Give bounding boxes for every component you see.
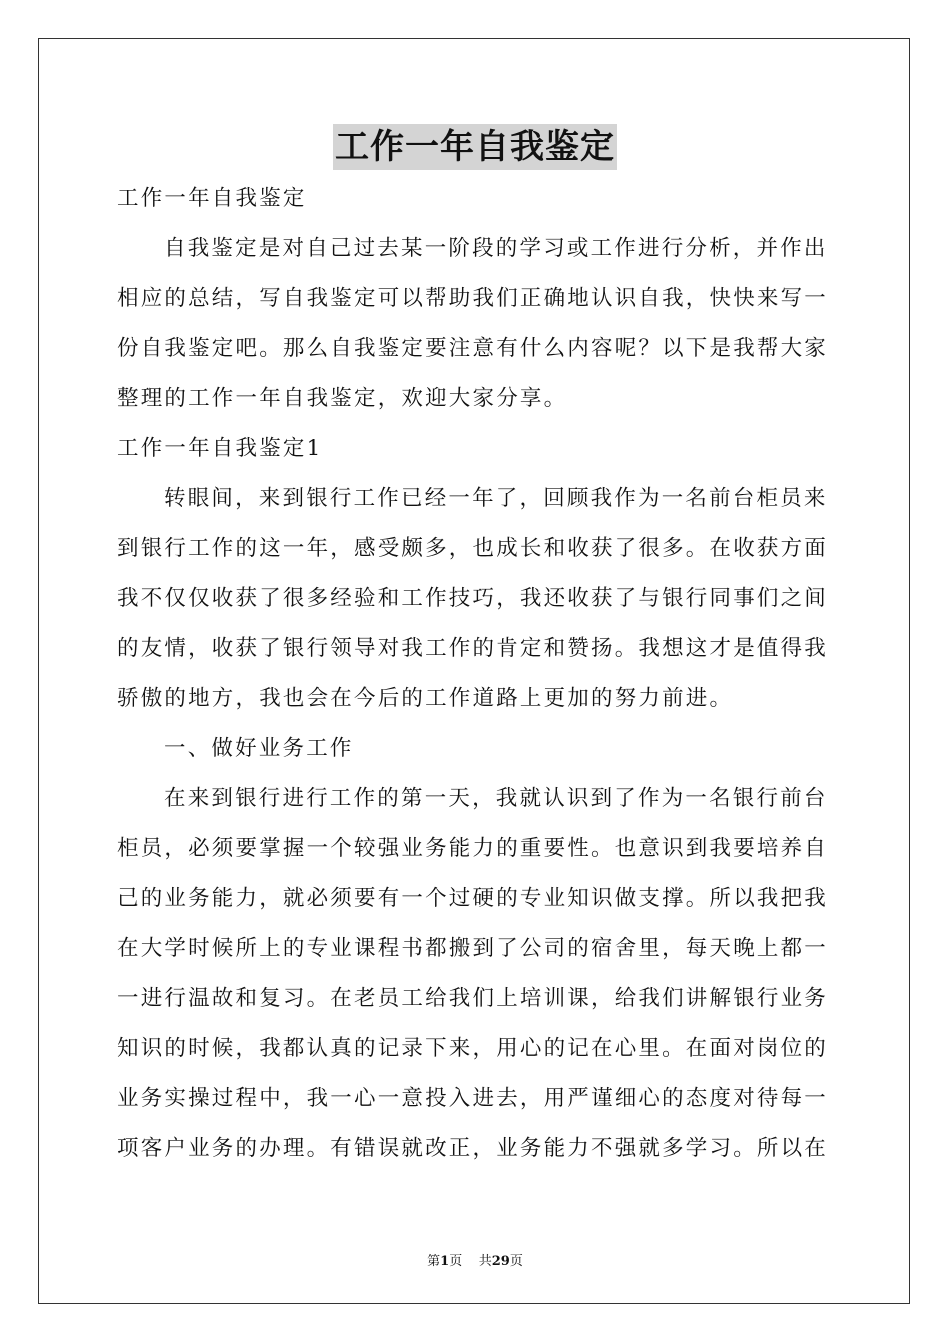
text-line: 的友情，收获了银行领导对我工作的肯定和赞扬。我想这才是值得我 xyxy=(117,636,829,661)
footer-page-total: 29 xyxy=(491,1254,510,1269)
text-line: 转眼间，来到银行工作已经一年了，回顾我作为一名前台柜员来 xyxy=(164,486,828,511)
text-line: 一、做好业务工作 xyxy=(164,736,354,761)
footer-total-suffix: 页 xyxy=(509,1254,523,1269)
text-line: 知识的时候，我都认真的记录下来，用心的记在心里。在面对岗位的 xyxy=(117,1036,829,1061)
text-line: 我不仅仅收获了很多经验和工作技巧，我还收获了与银行同事们之间 xyxy=(117,586,829,611)
document-body xyxy=(117,174,833,1174)
text-line: 柜员，必须要掌握一个较强业务能力的重要性。也意识到我要培养自 xyxy=(117,836,829,861)
footer-page-suffix: 页 xyxy=(449,1254,463,1269)
text-line: 自我鉴定是对自己过去某一阶段的学习或工作进行分析，并作出 xyxy=(164,236,828,261)
footer-page-prefix: 第 xyxy=(427,1254,441,1269)
text-line: 到银行工作的这一年，感受颇多，也成长和收获了很多。在收获方面 xyxy=(117,536,829,561)
text-line: 整理的工作一年自我鉴定，欢迎大家分享。 xyxy=(117,386,568,411)
document-title-text: 工作一年自我鉴定 xyxy=(333,124,617,170)
text-line: 骄傲的地方，我也会在今后的工作道路上更加的努力前进。 xyxy=(117,686,734,711)
text-line: 业务实操过程中，我一心一意投入进去，用严谨细心的态度对待每一 xyxy=(117,1086,829,1111)
text-line: 项客户业务的办理。有错误就改正，业务能力不强就多学习。所以在 xyxy=(117,1136,829,1161)
text-line: 工作一年自我鉴定 xyxy=(117,186,307,211)
document-title xyxy=(0,124,950,170)
text-line: 己的业务能力，就必须要有一个过硬的专业知识做支撑。所以我把我 xyxy=(117,886,829,911)
text-line: 相应的总结，写自我鉴定可以帮助我们正确地认识自我，快快来写一 xyxy=(117,286,829,311)
text-line: 一进行温故和复习。在老员工给我们上培训课，给我们讲解银行业务 xyxy=(117,986,829,1011)
text-line: 份自我鉴定吧。那么自我鉴定要注意有什么内容呢？以下是我帮大家 xyxy=(117,336,829,361)
footer-total-prefix: 共 xyxy=(478,1254,492,1269)
text-line: 在来到银行进行工作的第一天，我就认识到了作为一名银行前台 xyxy=(164,786,828,811)
text-line: 在大学时候所上的专业课程书都搬到了公司的宿舍里，每天晚上都一 xyxy=(117,936,829,961)
footer-page-current: 1 xyxy=(440,1254,450,1269)
page-footer xyxy=(0,1250,950,1269)
text-line: 工作一年自我鉴定1 xyxy=(117,436,323,461)
